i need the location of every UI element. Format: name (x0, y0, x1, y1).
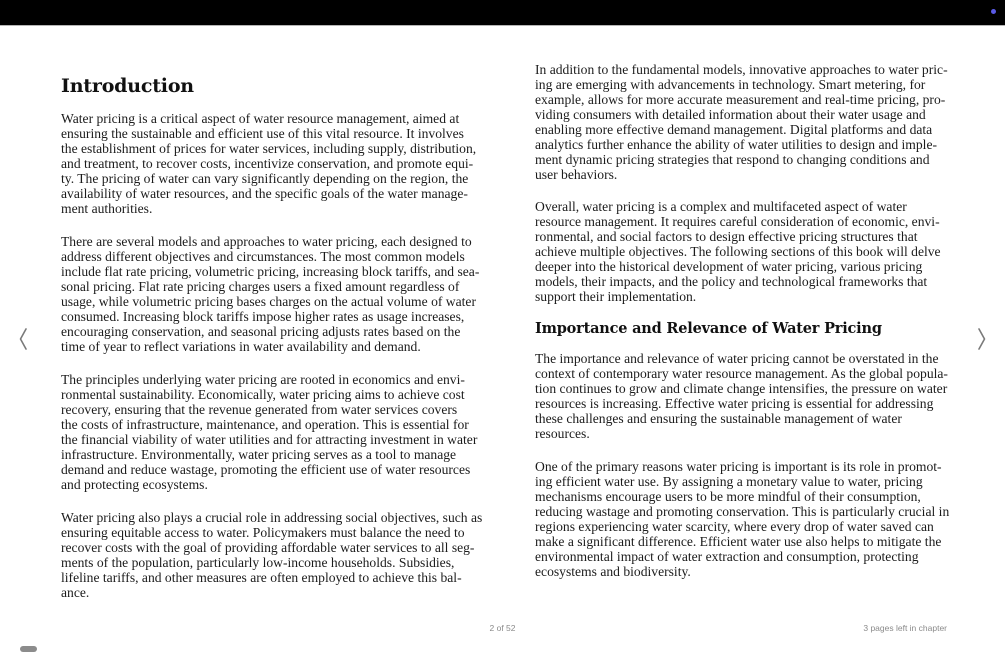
text-line: support their implementation. (535, 289, 697, 305)
pages-left-in-chapter: 3 pages left in chapter (863, 623, 947, 633)
text-line: demand and reduce wastage, promoting the efficient use of water resources (61, 462, 471, 478)
text-line: deeper into the historical development of water pricing, various pricing (535, 259, 923, 275)
text-line: Water pricing also plays a crucial role in addressing social objectives, such as (61, 510, 483, 525)
section-title: Importance and Relevance of Water Pricing (535, 320, 882, 337)
text-line: In addition to the fundamental models, innovative approaches to water pric- (535, 62, 948, 77)
text-line: availability of water resources, and the specific goals of the water manage- (61, 186, 468, 202)
text-line: ronmental, and social factors to design effective pricing structures that (535, 229, 918, 245)
text-line: ensuring equitable access to water. Policymakers must balance the need to (61, 525, 465, 541)
text-line: environmental impact of water extraction and consumption, protecting (535, 549, 919, 565)
text-line: resource management. It requires careful consideration of economic, envi- (535, 214, 940, 230)
text-line: analytics further enhance the ability of water utilities to design and imple- (535, 137, 938, 153)
page-indicator: 2 of 52 (489, 623, 516, 633)
text-line: regions experiencing water scarcity, where every drop of water saved can (535, 519, 934, 535)
text-line: ance. (61, 585, 90, 601)
text-line: encouraging conservation, and seasonal pricing adjusts rates based on the (61, 324, 461, 340)
text-line: ment dynamic pricing strategies that respond to changing conditions and (535, 152, 930, 168)
text-line: ments of the population, particularly low-income households. Subsidies, (61, 555, 455, 571)
text-line: tion continues to grow and climate change intensifies, the pressure on water (535, 381, 948, 397)
status-indicator-icon (991, 9, 996, 14)
next-page-button[interactable] (972, 326, 992, 352)
text-line: ensuring the sustainable and efficient use of this vital resource. It involves (61, 126, 464, 142)
paragraph (61, 234, 479, 354)
text-line: time of year to reflect variations in water availability and demand. (61, 339, 421, 355)
text-line: and treatment, to recover costs, incentivize conservation, and promote equi- (61, 156, 474, 172)
text-line: mechanisms encourage users to be more mindful of their consumption, (535, 489, 921, 505)
text-line: The importance and relevance of water pricing cannot be overstated in the (535, 351, 939, 366)
text-line: enabling more effective demand management. Digital platforms and data (535, 122, 933, 138)
text-line: make a significant difference. Efficient water use also helps to mitigate the (535, 534, 942, 550)
text-line: lifeline tariffs, and other measures are often employed to achieve this bal- (61, 570, 462, 586)
paragraph (61, 510, 482, 600)
text-line: achieve multiple objectives. The following sections of this book will delve (535, 244, 941, 260)
text-line: and protecting ecosystems. (61, 477, 208, 493)
paragraph (535, 62, 948, 182)
text-line: user behaviors. (535, 167, 618, 183)
text-line: models, their impacts, and the policy and technological frameworks that (535, 274, 928, 290)
text-line: viding consumers with detailed information about their water usage and (535, 107, 926, 123)
text-line: the establishment of prices for water services, including supply, distribution, (61, 141, 477, 157)
text-line: recover costs with the goal of providing affordable water services to all seg- (61, 540, 475, 556)
paragraph (61, 372, 477, 492)
text-line: One of the primary reasons water pricing is important is its role in promot- (535, 459, 942, 474)
text-line: the financial viability of water utilities and for attracting investment in water (61, 432, 478, 448)
text-line: ronmental sustainability. Economically, water pricing aims to achieve cost (61, 387, 465, 403)
chapter-title: Introduction (61, 75, 194, 97)
text-line: The principles underlying water pricing are rooted in economics and envi- (61, 372, 465, 387)
text-line: context of contemporary water resource management. As the global popula- (535, 366, 948, 382)
text-line: include flat rate pricing, volumetric pricing, increasing block tariffs, and sea- (61, 264, 480, 280)
text-line: these challenges and ensuring the sustainable management of water (535, 411, 902, 427)
text-line: reducing wastage and promoting conservation. This is particularly crucial in (535, 504, 950, 520)
chevron-left-icon (18, 328, 28, 350)
text-line: the costs of infrastructure, maintenance, and operation. This is essential for (61, 417, 469, 433)
paragraph (61, 111, 476, 216)
text-line: sonal pricing. Flat rate pricing charges users a fixed amount regardless of (61, 279, 460, 295)
top-bar (0, 0, 1005, 26)
text-line: There are several models and approaches to water pricing, each designed to (61, 234, 472, 249)
chevron-right-icon (977, 328, 987, 350)
text-line: Water pricing is a critical aspect of water resource management, aimed at (61, 111, 460, 126)
text-line: resources is increasing. Effective water pricing is essential for addressing (535, 396, 934, 412)
text-line: recovery, ensuring that the revenue generated from water services covers (61, 402, 458, 418)
paragraph (535, 199, 941, 304)
home-indicator-handle[interactable] (20, 646, 37, 652)
text-line: ing are emerging with advancements in technology. Smart metering, for (535, 77, 926, 93)
text-line: example, allows for more accurate measurement and real-time pricing, pro- (535, 92, 946, 108)
text-line: ment authorities. (61, 201, 153, 217)
text-line: ing efficient water use. By assigning a monetary value to water, pricing (535, 474, 923, 490)
paragraph (535, 459, 949, 579)
text-line: infrastructure. Environmentally, water pricing serves as a tool to manage (61, 447, 457, 463)
text-line: ty. The pricing of water can vary significantly depending on the region, the (61, 171, 469, 187)
text-line: Overall, water pricing is a complex and multifaceted aspect of water (535, 199, 907, 214)
text-line: resources. (535, 426, 590, 442)
text-line: consumed. Increasing block tariffs impose higher rates as usage increases, (61, 309, 465, 325)
paragraph (535, 351, 948, 441)
text-line: address different objectives and circumstances. The most common models (61, 249, 465, 265)
text-line: ecosystems and biodiversity. (535, 564, 691, 580)
previous-page-button[interactable] (13, 326, 33, 352)
text-line: usage, while volumetric pricing bases charges on the actual volume of water (61, 294, 476, 310)
